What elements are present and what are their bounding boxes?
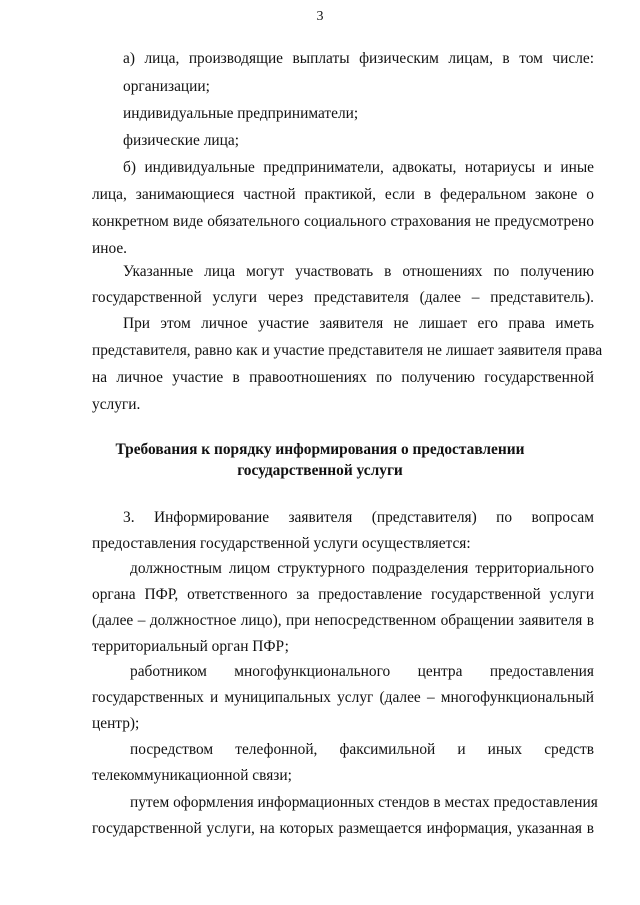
text-line: путем оформления информационных стендов в местах предоставления [130, 794, 598, 811]
text-line: должностным лицом структурного подразделения территориального [130, 560, 594, 577]
text-line: центр); [92, 715, 140, 732]
text-line: территориальный орган ПФР; [92, 638, 289, 655]
text-line: телекоммуникационной связи; [92, 767, 292, 784]
text-line: (далее – должностное лицо), при непосредственном обращении заявителя в [92, 612, 594, 629]
text-line: Указанные лица могут участвовать в отношениях по получению [123, 263, 594, 280]
section-heading-line: государственной услуги [237, 462, 403, 479]
text-line: посредством телефонной, факсимильной и иных средств [130, 741, 594, 758]
text-line: на личное участие в правоотношениях по получению государственной [92, 369, 594, 386]
page-number: 3 [316, 9, 324, 24]
text-line: лица, занимающиеся частной практикой, если в федеральном законе о [92, 186, 594, 203]
text-line: иное. [92, 240, 128, 257]
text-line: предоставления государственной услуги осуществляется: [92, 535, 471, 552]
text-line: а) лица, производящие выплаты физическим лицам, в том числе: [123, 50, 594, 67]
text-line: государственной услуги через представителя (далее – представитель). [92, 289, 594, 306]
text-line: государственной услуги, на которых размещается информация, указанная в [92, 820, 594, 837]
text-line: При этом личное участие заявителя не лишает его права иметь [123, 315, 594, 332]
text-line: работником многофункционального центра предоставления [130, 663, 594, 680]
text-line: конкретном виде обязательного социального страхования не предусмотрено [92, 213, 594, 230]
text-line: индивидуальные предприниматели; [123, 105, 359, 122]
text-line: представителя, равно как и участие представителя не лишает заявителя права [92, 342, 603, 359]
text-line: 3. Информирование заявителя (представителя) по вопросам [123, 509, 594, 526]
text-line: органа ПФР, ответственного за предоставление государственной услуги [92, 586, 594, 603]
section-heading-line: Требования к порядку информирования о предоставлении [115, 441, 525, 458]
text-line: б) индивидуальные предприниматели, адвокаты, нотариусы и иные [123, 159, 594, 176]
text-line: физические лица; [123, 132, 239, 149]
text-line: услуги. [92, 396, 141, 413]
text-line: организации; [123, 78, 210, 95]
text-line: государственных и муниципальных услуг (далее – многофункциональный [92, 689, 594, 706]
